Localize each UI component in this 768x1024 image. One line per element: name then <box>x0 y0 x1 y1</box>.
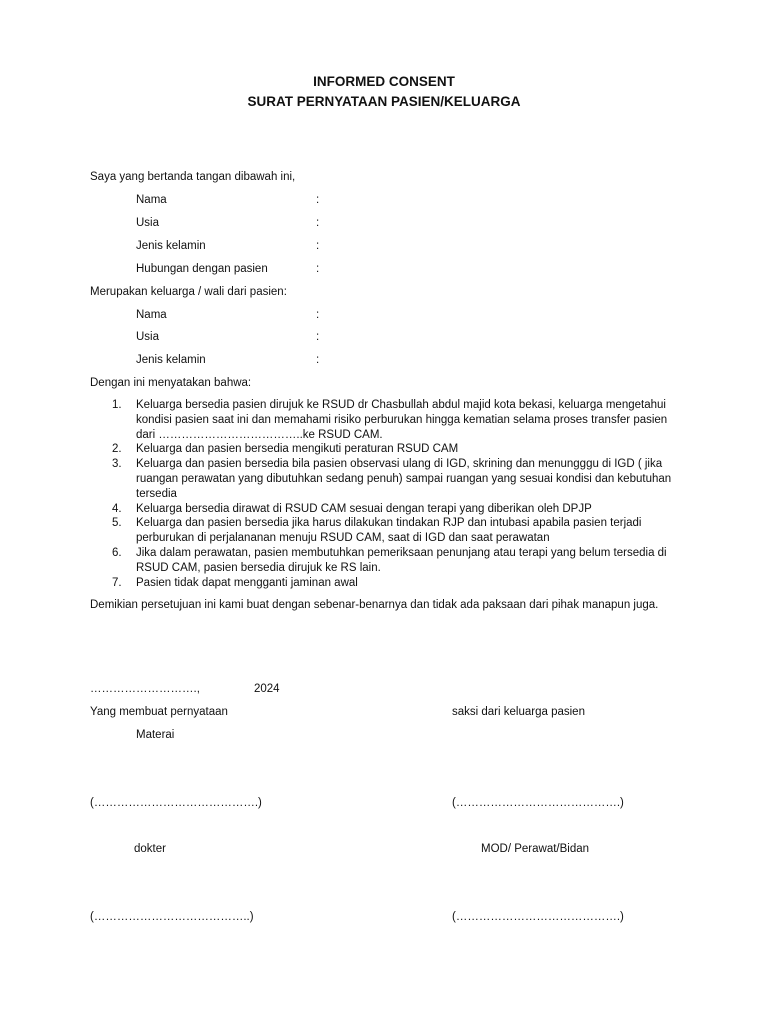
statement-item-number: 4. <box>112 502 122 515</box>
statement-item-text: Keluarga dan pasien bersedia bila pasien observasi ulang di IGD, skrining dan menungggu di IGD ( jika ruangan perawatan yang dibutuhkan sedang penuh) sampai ruangan yang sesuai kondisi dan kebutuhan tersedia <box>136 458 672 500</box>
patient-name-colon: : <box>316 309 320 321</box>
signer-signature-line: (…………………………………….) <box>90 797 262 809</box>
signer-age-label: Usia <box>136 217 160 229</box>
statement-item <box>112 442 681 457</box>
document-subtitle: SURAT PERNYATAAN PASIEN/KELUARGA <box>247 94 521 109</box>
statement-item-text: Pasien tidak dapat mengganti jaminan awal <box>136 576 358 589</box>
statement-item-number: 3. <box>112 458 122 471</box>
witness-signature-label: saksi dari keluarga pasien <box>452 706 585 718</box>
statement-item-number: 2. <box>112 443 122 456</box>
intro-text: Saya yang bertanda tangan dibawah ini, <box>90 171 296 183</box>
patient-gender-label: Jenis kelamin <box>136 354 206 366</box>
statement-list <box>112 398 681 590</box>
signer-name-colon: : <box>316 194 320 206</box>
signer-gender-colon: : <box>316 240 320 252</box>
statement-item-number: 1. <box>112 399 122 411</box>
statement-item-text: Keluarga dan pasien bersedia mengikuti peraturan RSUD CAM <box>136 443 459 456</box>
statement-item-number: 6. <box>112 546 122 559</box>
statement-item-text: Jika dalam perawatan, pasien membutuhkan pemeriksaan penunjang atau terapi yang belum tersedia di RSUD CAM, pasien bersedia dirujuk ke RS lain. <box>136 546 667 574</box>
signer-signature-label: Yang membuat pernyataan <box>90 706 228 718</box>
statement-item-text: Keluarga bersedia dirawat di RSUD CAM sesuai dengan terapi yang diberikan oleh DPJP <box>136 502 592 515</box>
closing-paragraph: Demikian persetujuan ini kami buat dengan sebenar-benarnya dan tidak ada paksaan dari pihak manapun juga. <box>90 599 659 611</box>
document-title: INFORMED CONSENT <box>313 74 455 89</box>
statement-item <box>112 502 681 517</box>
statement-item-number: 5. <box>112 517 122 530</box>
signer-relation-label: Hubungan dengan pasien <box>136 263 268 275</box>
patient-name-label: Nama <box>136 309 167 321</box>
doctor-signature-line: (…………………………………..) <box>90 911 254 923</box>
witness-signature-line: (…………………………………….) <box>452 797 624 809</box>
mod-signature-line: (…………………………………….) <box>452 911 624 923</box>
signer-gender-label: Jenis kelamin <box>136 240 206 252</box>
mod-nurse-midwife-label: MOD/ Perawat/Bidan <box>481 843 590 855</box>
patient-age-colon: : <box>316 331 320 343</box>
statement-item-number: 7. <box>112 576 122 589</box>
statement-intro-text: Dengan ini menyatakan bahwa: <box>90 377 252 389</box>
year-text: 2024 <box>254 683 280 695</box>
statement-item <box>112 546 681 576</box>
materai-stamp-label: Materai <box>136 729 175 741</box>
statement-item-text: Keluarga bersedia pasien dirujuk ke RSUD dr Chasbullah abdul majid kota bekasi, keluarga mengetahui kondisi pasien saat ini dan memahami risiko perburukan hingga kematian selama proses transfer pasien dari ………………………………..ke RSUD CAM. <box>136 399 668 441</box>
patient-age-label: Usia <box>136 331 160 343</box>
signer-name-label: Nama <box>136 194 167 206</box>
patient-gender-colon: : <box>316 354 320 366</box>
signer-age-colon: : <box>316 217 320 229</box>
statement-item <box>112 457 681 501</box>
statement-item <box>112 516 681 546</box>
statement-item <box>112 576 681 591</box>
patient-intro-text: Merupakan keluarga / wali dari pasien: <box>90 286 287 298</box>
doctor-label: dokter <box>134 843 166 855</box>
signer-relation-colon: : <box>316 263 320 275</box>
statement-item <box>112 398 681 442</box>
statement-item-text: Keluarga dan pasien bersedia jika harus dilakukan tindakan RJP dan intubasi apabila pasien terjadi perburukan di perjalananan menuju RSUD CAM, saat di IGD dan saat perawatan <box>136 517 642 545</box>
date-place-blank: ………………………., <box>90 683 200 695</box>
